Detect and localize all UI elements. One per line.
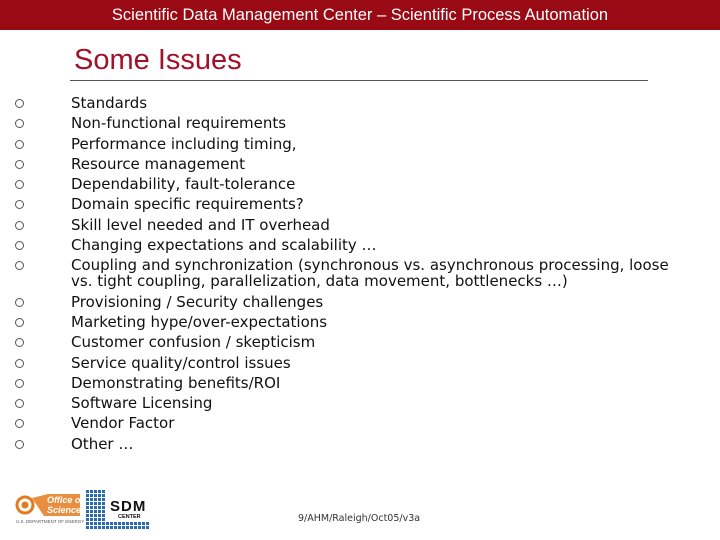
bullet-text: Domain specific requirements? [71, 195, 304, 214]
bullet-item [0, 156, 720, 172]
title-divider [70, 80, 648, 81]
bullet-item [0, 355, 720, 371]
bullet-text: Customer confusion / skepticism [71, 333, 316, 352]
circle-bullet-icon [15, 338, 24, 347]
circle-bullet-icon [15, 440, 24, 449]
bullet-item [0, 436, 720, 452]
sdm-logo-main: SDM [110, 498, 147, 515]
circle-bullet-icon [15, 200, 24, 209]
bullet-text: Resource management [71, 154, 246, 173]
bullet-item [0, 334, 720, 350]
bullet-item [0, 294, 720, 310]
bullet-text: Skill level needed and IT overhead [71, 215, 330, 234]
slide-reference: 9/AHM/Raleigh/Oct05/v3a [298, 513, 421, 524]
circle-bullet-icon [15, 241, 24, 250]
circle-bullet-icon [15, 119, 24, 128]
bullet-list [0, 95, 720, 456]
bullet-text: Service quality/control issues [71, 353, 291, 372]
circle-bullet-icon [15, 261, 24, 270]
bullet-item [0, 217, 720, 233]
bullet-text: Provisioning / Security challenges [71, 292, 324, 311]
circle-bullet-icon [15, 298, 24, 307]
circle-bullet-icon [15, 160, 24, 169]
bullet-item [0, 136, 720, 152]
circle-bullet-icon [15, 379, 24, 388]
bullet-item [0, 176, 720, 192]
bullet-item [0, 415, 720, 431]
office-logo-line2: Science [47, 505, 82, 515]
office-of-science-logo [14, 492, 84, 526]
bullet-item [0, 237, 720, 253]
bullet-text: Demonstrating benefits/ROI [71, 373, 281, 392]
bullet-text: Vendor Factor [71, 414, 175, 433]
circle-bullet-icon [15, 99, 24, 108]
circle-bullet-icon [15, 399, 24, 408]
bullet-item [0, 115, 720, 131]
header-title: Scientific Data Management Center – Scientific Process Automation [111, 6, 609, 24]
bullet-text: Standards [71, 94, 148, 112]
bullet-text: Performance including timing, [71, 134, 297, 153]
sdm-center-logo [86, 490, 154, 530]
bullet-item [0, 375, 720, 391]
bullet-text: Coupling and synchronization (synchronous vs. asynchronous processing, loose vs. tight coupling, parallelization, data movement, bottlenecks …) [71, 256, 669, 291]
bullet-text: Changing expectations and scalability … [71, 236, 377, 255]
sdm-logo-sub: CENTER [118, 514, 141, 520]
bullet-item [0, 257, 720, 289]
bullet-item [0, 314, 720, 330]
bullet-item [0, 395, 720, 411]
bullet-text: Software Licensing [71, 394, 213, 413]
circle-bullet-icon [15, 140, 24, 149]
circle-bullet-icon [15, 359, 24, 368]
circle-bullet-icon [15, 180, 24, 189]
circle-bullet-icon [15, 221, 24, 230]
bullet-text: Other … [71, 434, 134, 453]
circle-bullet-icon [15, 419, 24, 428]
header-bar [0, 0, 720, 30]
bullet-text: Non-functional requirements [71, 114, 287, 133]
circle-bullet-icon [15, 318, 24, 327]
bullet-text: Dependability, fault-tolerance [71, 175, 296, 194]
bullet-item [0, 95, 720, 111]
office-logo-subtitle: U.S. DEPARTMENT OF ENERGY [16, 519, 85, 524]
bullet-text: Marketing hype/over-expectations [71, 312, 328, 331]
bullet-item [0, 196, 720, 212]
slide-title: Some Issues [74, 44, 242, 76]
office-logo-line1: Office of [47, 495, 84, 505]
